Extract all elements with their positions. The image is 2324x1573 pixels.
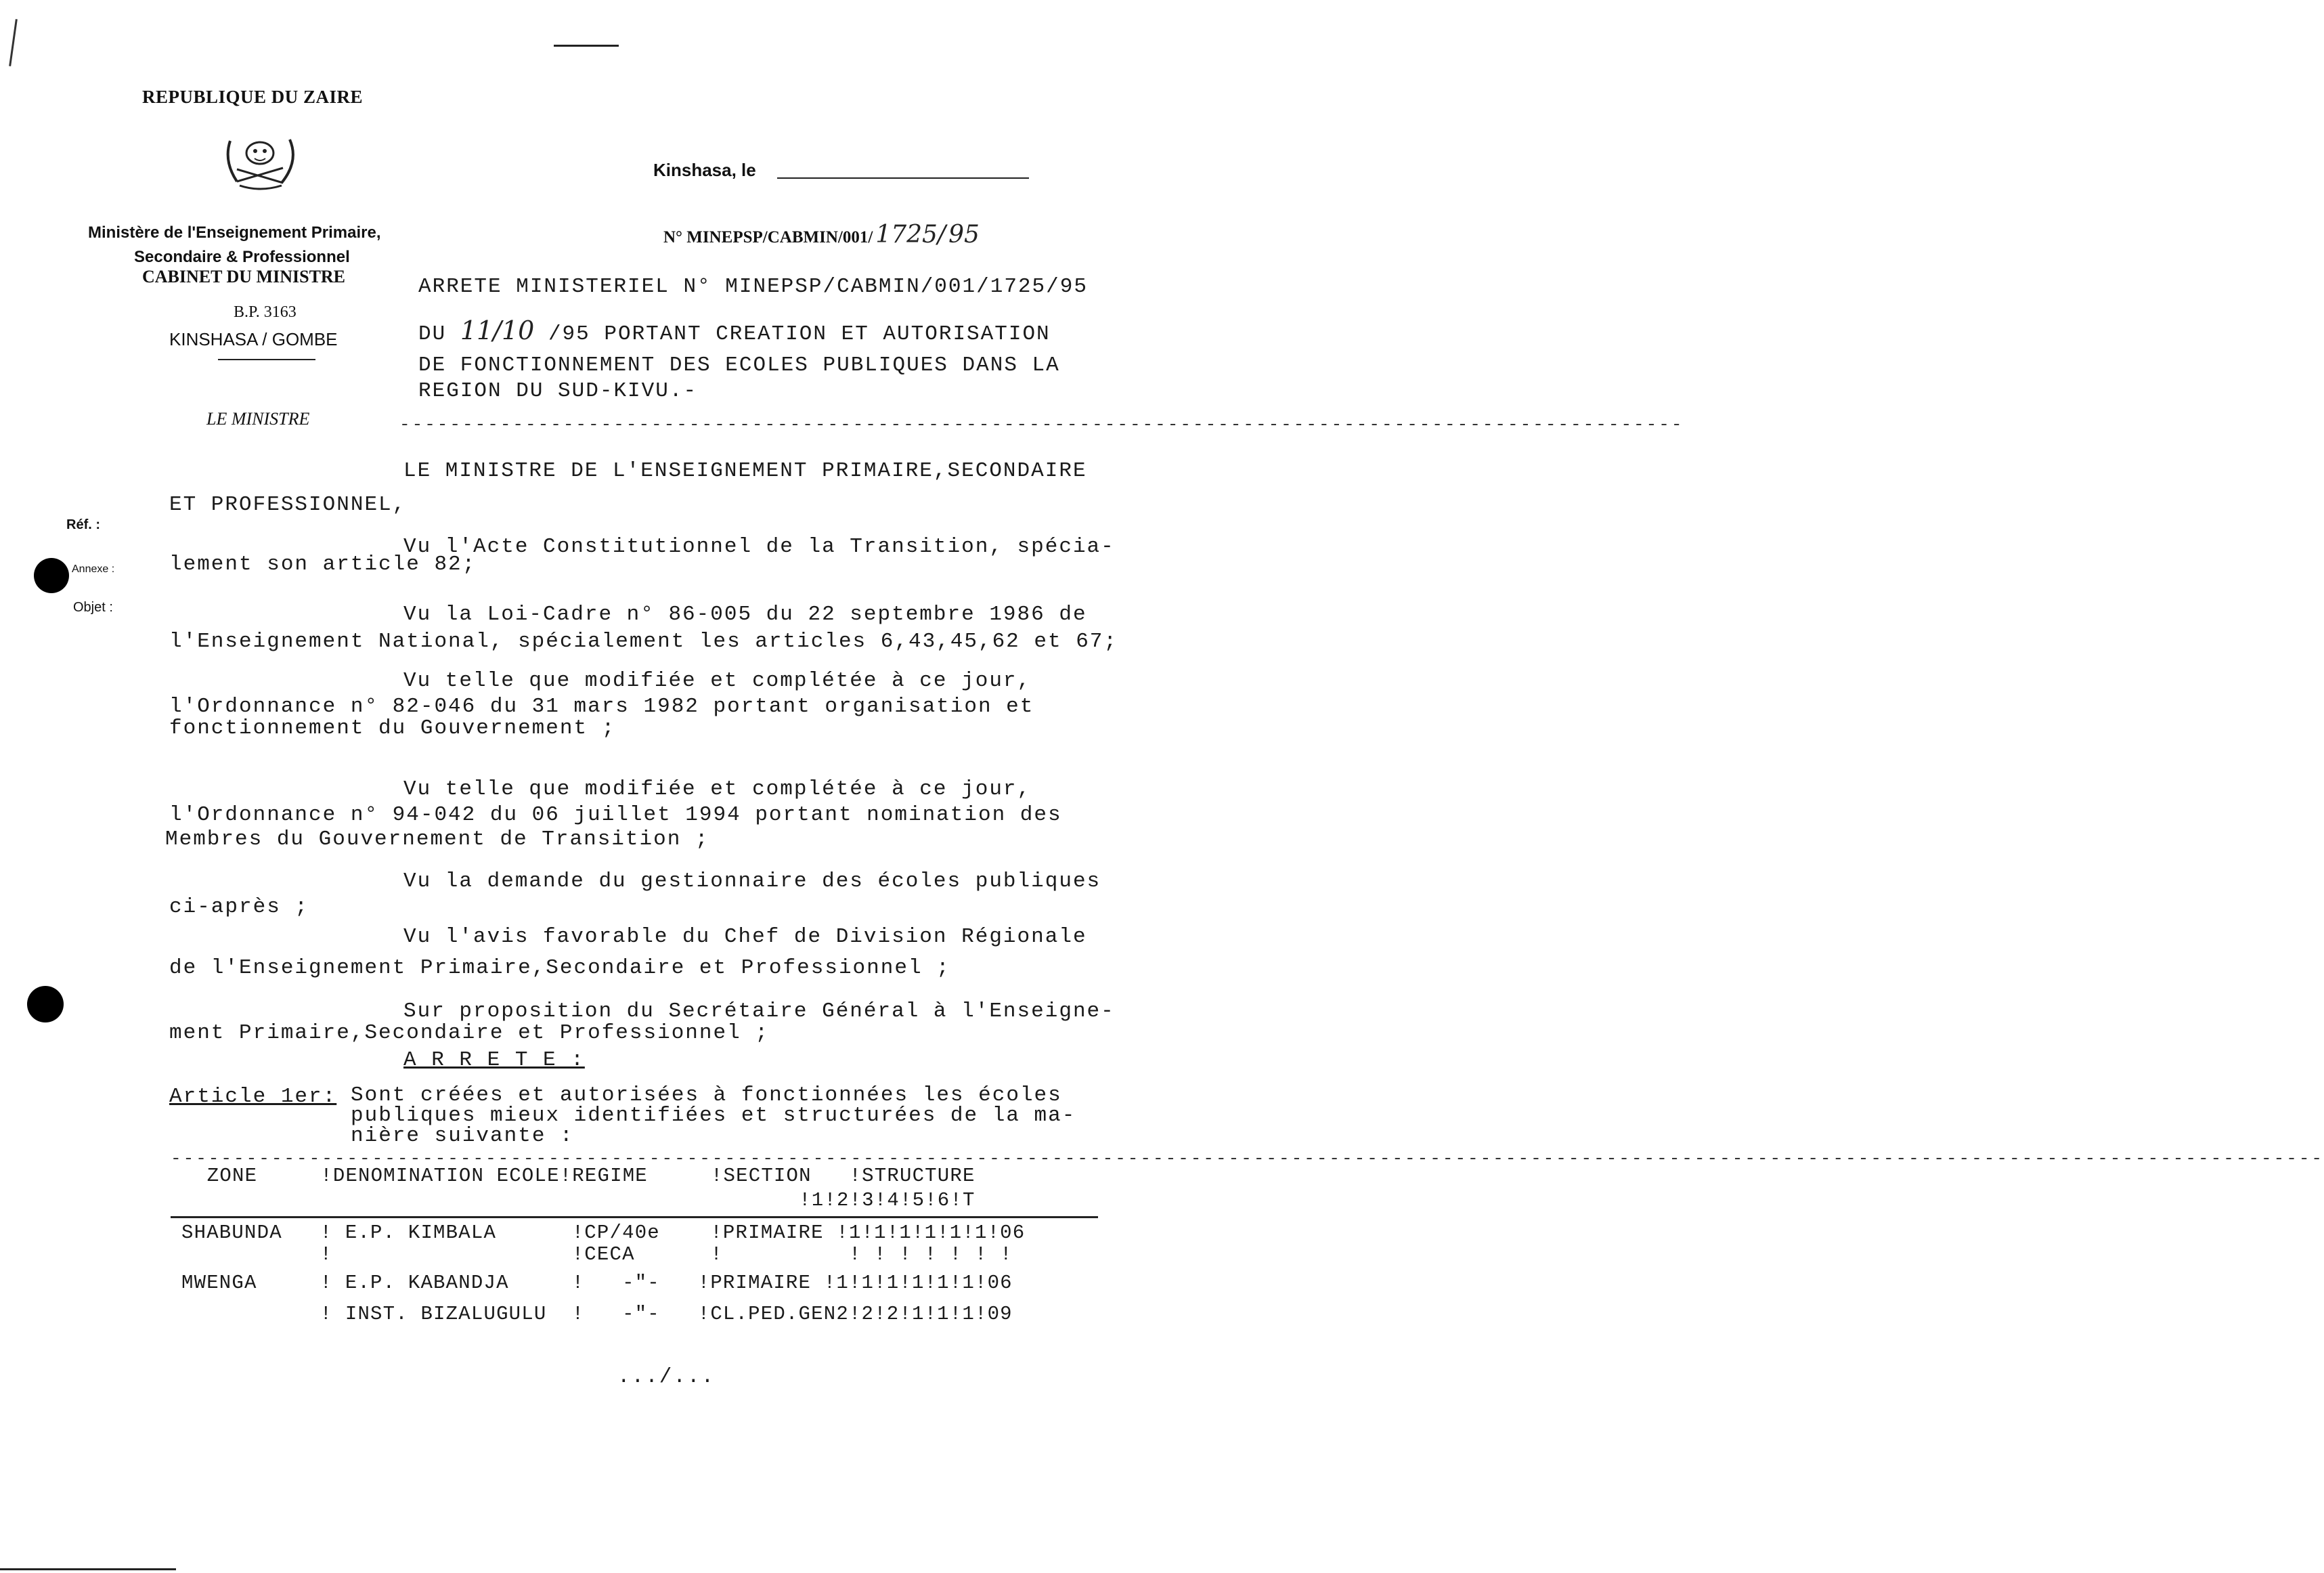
- ministry-line-2: Secondaire & Professionnel: [134, 248, 350, 266]
- decree-title-rest: /95 PORTANT CREATION ET AUTORISATION: [548, 322, 1051, 346]
- vu-5-line-b: ci-après ;: [169, 895, 309, 919]
- vu-4-line-b: l'Ordonnance n° 94-042 du 06 juillet 1994 portant nomination des: [169, 803, 1062, 827]
- arrete-heading: A R R E T E :: [403, 1048, 585, 1072]
- intro-line-2: ET PROFESSIONNEL,: [169, 493, 407, 517]
- article-1-line-1: Sont créées et autorisées à fonctionnées les écoles: [351, 1083, 1062, 1107]
- reference-number-year: 95: [948, 221, 980, 249]
- decree-date-handwritten: 11/10: [460, 316, 535, 345]
- article-1-label: Article 1er:: [169, 1085, 337, 1108]
- table-top-dashed-rule: ---------------------------------------------------------------------------------------------------------------------------------------------------------------------------: [171, 1148, 2324, 1169]
- margin-label-ref: Réf. :: [66, 517, 100, 532]
- vu-4-line-c: Membres du Gouvernement de Transition ;: [165, 827, 709, 851]
- scan-mark-top-left: [9, 19, 18, 66]
- decree-title-line-4: REGION DU SUD-KIVU.-: [418, 379, 698, 403]
- intro-line-1: LE MINISTRE DE L'ENSEIGNEMENT PRIMAIRE,SECONDAIRE: [403, 459, 1087, 483]
- republic-heading: REPUBLIQUE DU ZAIRE: [142, 87, 364, 107]
- vu-4-line-a: Vu telle que modifiée et complétée à ce jour,: [403, 777, 1032, 801]
- vu-2-line-b: l'Enseignement National, spécialement les articles 6,43,45,62 et 67;: [169, 630, 1118, 653]
- decree-title-line-3: DE FONCTIONNEMENT DES ECOLES PUBLIQUES DANS LA: [418, 353, 1060, 377]
- margin-label-annexe: Annexe :: [72, 563, 115, 575]
- coat-of-arms-emblem: [217, 127, 303, 195]
- table-header-row-1: ZONE !DENOMINATION ECOLE!REGIME !SECTION !STRUCTURE: [169, 1165, 975, 1187]
- punch-hole-dot: [27, 986, 64, 1022]
- table-row: ! INST. BIZALUGULU ! -"- !CL.PED.GEN2!2!2!1!1!1!09: [181, 1303, 1013, 1325]
- margin-label-objet: Objet :: [73, 600, 113, 615]
- table-header-row-2: !1!2!3!4!5!6!T: [169, 1189, 975, 1211]
- article-1-line-3: nière suivante :: [351, 1124, 574, 1148]
- decree-title-line-2: [418, 316, 1051, 346]
- vu-3-line-c: fonctionnement du Gouvernement ;: [169, 716, 616, 740]
- cabinet-line: CABINET DU MINISTRE: [142, 267, 346, 286]
- date-underline: [777, 177, 1029, 179]
- letterhead-divider: [218, 359, 315, 360]
- postal-box: B.P. 3163: [234, 303, 297, 321]
- scan-mark-top-center: [554, 45, 619, 47]
- vu-3-line-a: Vu telle que modifiée et complétée à ce jour,: [403, 669, 1032, 693]
- scan-bottom-edge: [0, 1568, 176, 1570]
- vu-1-line-a: Vu l'Acte Constitutionnel de la Transition, spécia-: [403, 535, 1115, 559]
- sur-proposition-line-b: ment Primaire,Secondaire et Professionnel ;: [169, 1021, 769, 1045]
- article-1-line-2: publiques mieux identifiées et structurées de la ma-: [351, 1104, 1076, 1127]
- table-row: ! !CECA ! ! ! ! ! ! ! !: [181, 1243, 1013, 1266]
- city-line: KINSHASA / GOMBE: [169, 329, 338, 349]
- sur-proposition-line-a: Sur proposition du Secrétaire Général à l'Enseigne-: [403, 999, 1115, 1023]
- punch-hole-dot: [34, 558, 69, 593]
- minister-title: LE MINISTRE: [206, 409, 310, 429]
- table-row: MWENGA ! E.P. KABANDJA ! -"- !PRIMAIRE !1!1!1!1!1!1!06: [181, 1272, 1013, 1294]
- reference-number-prefix: N° MINEPSP/CABMIN/001/: [663, 228, 873, 246]
- place-date-label: Kinshasa, le: [653, 160, 756, 180]
- decree-title-du: DU: [418, 322, 447, 346]
- vu-6-line-b: de l'Enseignement Primaire,Secondaire et Professionnel ;: [169, 956, 950, 980]
- page-continuation-mark: .../...: [617, 1365, 716, 1389]
- decree-title-line-1: ARRETE MINISTERIEL N° MINEPSP/CABMIN/001/1725/95: [418, 275, 1088, 299]
- vu-3-line-b: l'Ordonnance n° 82-046 du 31 mars 1982 portant organisation et: [169, 695, 1034, 718]
- reference-number-handwritten: 1725/: [875, 221, 946, 249]
- table-header-rule: [171, 1216, 1098, 1218]
- vu-2-line-a: Vu la Loi-Cadre n° 86-005 du 22 septembre 1986 de: [403, 603, 1087, 626]
- vu-6-line-a: Vu l'avis favorable du Chef de Division Régionale: [403, 925, 1087, 949]
- title-dashed-rule: ------------------------------------------------------------------------------------------------------: [399, 414, 1684, 435]
- vu-5-line-a: Vu la demande du gestionnaire des écoles publiques: [403, 869, 1101, 893]
- ministry-line-1: Ministère de l'Enseignement Primaire,: [88, 223, 381, 242]
- reference-number: [663, 221, 980, 249]
- vu-1-line-b: lement son article 82;: [169, 553, 477, 576]
- table-row: SHABUNDA ! E.P. KIMBALA !CP/40e !PRIMAIRE !1!1!1!1!1!1!06: [181, 1222, 1026, 1244]
